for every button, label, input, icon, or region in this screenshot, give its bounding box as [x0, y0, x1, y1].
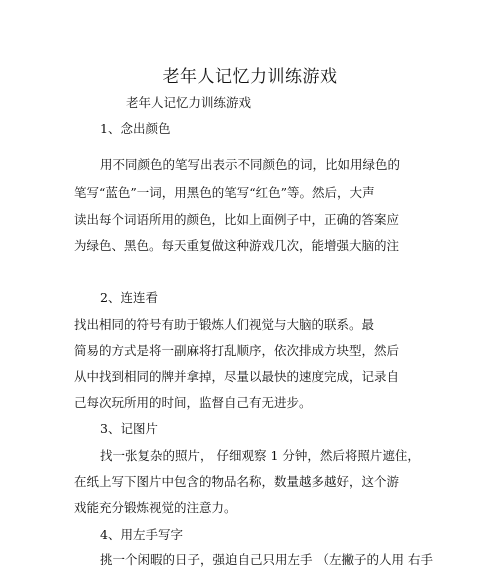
section-heading: 1、念出颜色: [100, 121, 171, 136]
paragraph-line: 为绿色、黑色。每天重复做这种游戏几次，能增强大脑的注: [74, 238, 400, 253]
paragraph-line: 找出相同的符号有助于锻炼人们视觉与大脑的联系。最: [74, 317, 375, 332]
paragraph-line: 简易的方式是将一副麻将打乱顺序，依次排成方块型，然后: [74, 343, 400, 358]
paragraph-line: 用不同颜色的笔写出表示不同颜色的词，比如用绿色的: [100, 157, 401, 172]
paragraph-line: 挑一个闲暇的日子，强迫自己只用左手 （左撇子的人用 右手: [100, 552, 433, 567]
document-title: 老年人记忆力训练游戏: [162, 67, 338, 87]
paragraph-line: 己每次玩所用的时间，监督自己有无进步。: [74, 395, 312, 410]
paragraph-line: 找一张复杂的照片， 仔细观察 1 分钟，然后将照片遮住，: [100, 448, 420, 463]
section-heading: 3、记图片: [100, 421, 158, 436]
paragraph-line: 从中找到相同的牌并拿掉，尽量以最快的速度完成，记录自: [74, 369, 400, 384]
section-heading: 2、连连看: [100, 290, 158, 305]
document-subtitle: 老年人记忆力训练游戏: [126, 95, 252, 110]
section-heading: 4、用左手写字: [100, 527, 183, 542]
paragraph-line: 笔写“蓝色”一词，用黑色的笔写“红色”等。然后，大声: [74, 185, 375, 200]
paragraph-line: 在纸上写下图片中包含的物品名称，数量越多越好，这个游: [74, 474, 400, 489]
paragraph-line: 戏能充分锻炼视觉的注意力。: [74, 500, 237, 515]
paragraph-line: 读出每个词语所用的颜色，比如上面例子中，正确的答案应: [74, 212, 400, 227]
